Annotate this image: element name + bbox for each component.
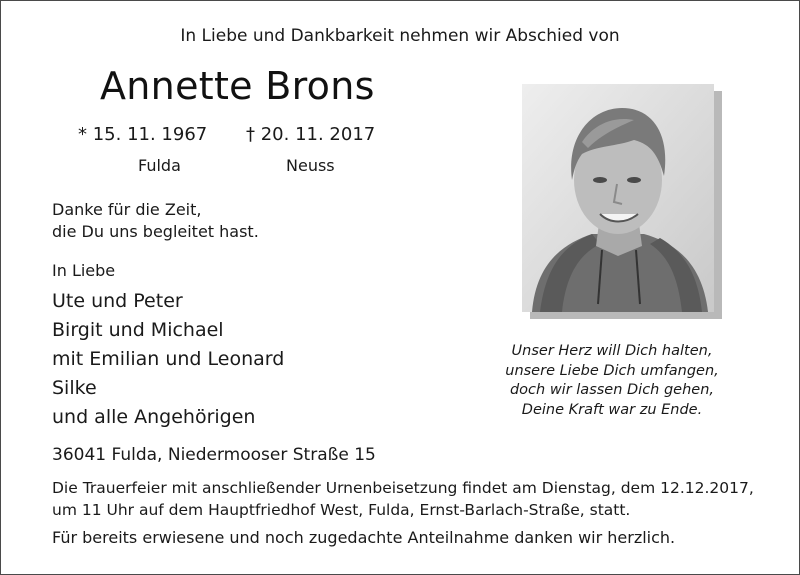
verse-line: doch wir lassen Dich gehen, bbox=[509, 382, 715, 398]
ceremony-text bbox=[52, 477, 754, 521]
birth-date: * 15. 11. 1967 bbox=[78, 124, 208, 145]
portrait-photo bbox=[522, 84, 714, 312]
deceased-name: Annette Brons bbox=[100, 64, 375, 108]
birth-place: Fulda bbox=[138, 156, 181, 175]
death-date: † 20. 11. 2017 bbox=[246, 124, 376, 145]
verse bbox=[496, 342, 728, 420]
closing-text: Für bereits erwiesene und noch zugedachte Anteilnahme danken wir herzlich. bbox=[52, 528, 676, 547]
thanks-line: Danke für die Zeit, bbox=[52, 200, 202, 219]
family-member: und alle Angehörigen bbox=[52, 406, 256, 428]
verse-line: unsere Liebe Dich umfangen, bbox=[505, 362, 719, 379]
family-member: Silke bbox=[52, 377, 97, 399]
verse-line: Unser Herz will Dich halten, bbox=[511, 343, 713, 359]
thanks-text bbox=[52, 199, 259, 243]
thanks-line: die Du uns begleitet hast. bbox=[52, 222, 259, 241]
verse-line: Deine Kraft war zu Ende. bbox=[521, 401, 703, 418]
family-member: mit Emilian und Leonard bbox=[52, 348, 285, 370]
in-love-label: In Liebe bbox=[52, 261, 116, 280]
ceremony-line: Die Trauerfeier mit anschließender Urnenbeisetzung findet am Dienstag, dem 12.12.2017, bbox=[52, 479, 754, 497]
portrait-icon bbox=[522, 84, 714, 312]
family-member: Birgit und Michael bbox=[52, 319, 224, 341]
family-member: Ute und Peter bbox=[52, 290, 183, 312]
family-list bbox=[52, 287, 284, 432]
intro-text: In Liebe und Dankbarkeit nehmen wir Abschied von bbox=[180, 26, 620, 46]
address: 36041 Fulda, Niedermooser Straße 15 bbox=[52, 445, 376, 465]
ceremony-line: um 11 Uhr auf dem Hauptfriedhof West, Fulda, Ernst-Barlach-Straße, statt. bbox=[52, 501, 631, 519]
death-place: Neuss bbox=[286, 156, 335, 175]
